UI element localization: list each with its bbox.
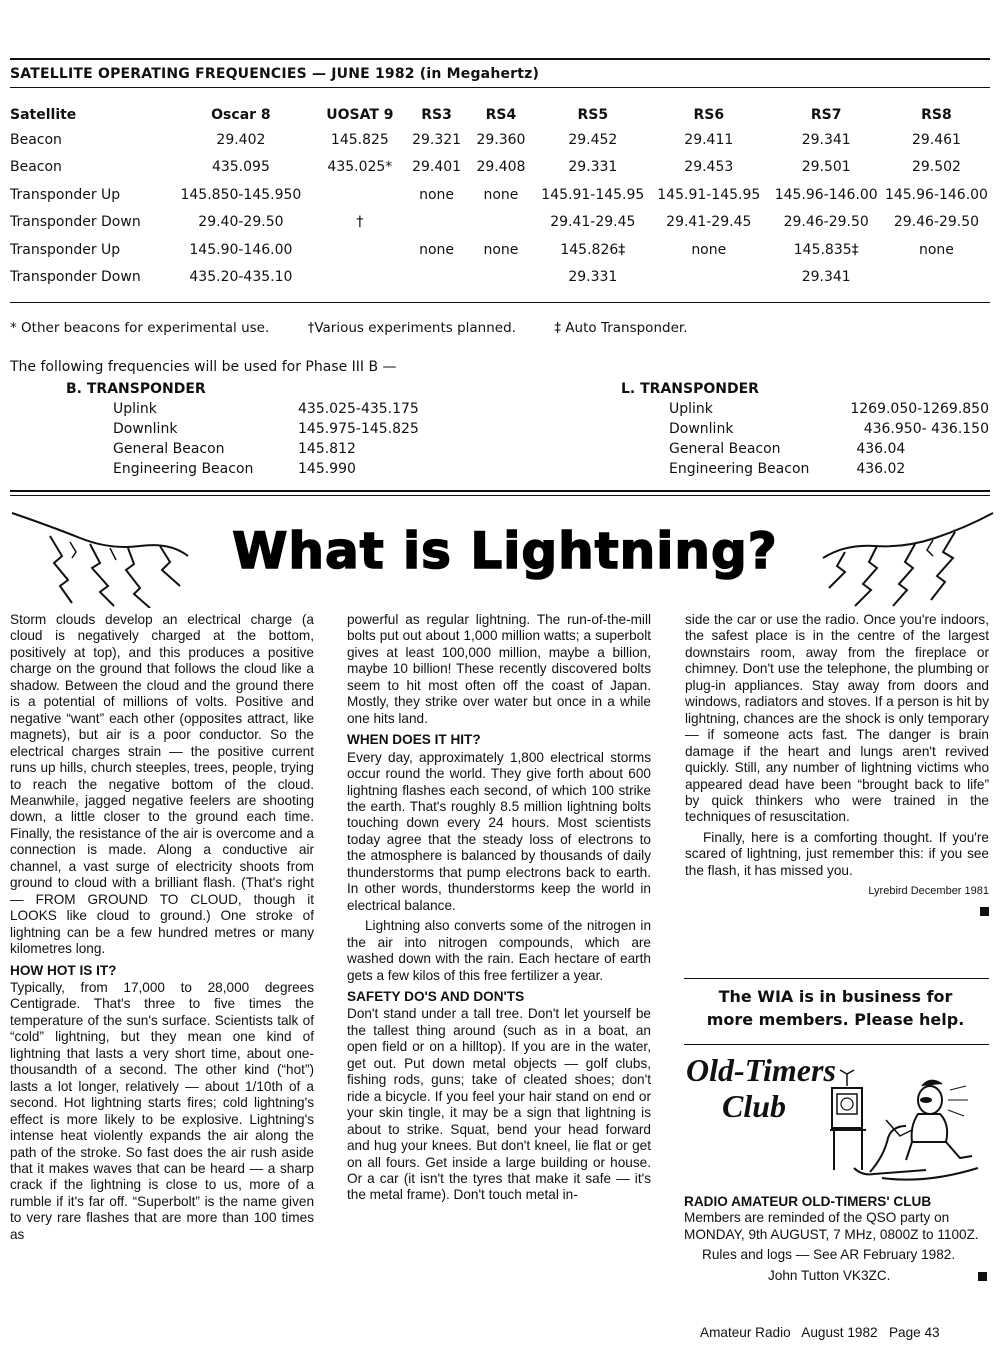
header-rs6: RS6 bbox=[693, 107, 725, 123]
table-cell: 145.975-145.825 bbox=[298, 421, 419, 437]
paragraph: Finally, here is a comforting thought. If you're scared of lightning, just remember this: if you see the flash, it has missed you. bbox=[685, 829, 989, 878]
table-cell: 436.04 bbox=[856, 441, 906, 457]
table-cell: none bbox=[483, 241, 519, 258]
table-row bbox=[113, 399, 428, 419]
table-cell: 29.408 bbox=[476, 159, 526, 176]
table-cell: 29.461 bbox=[911, 131, 961, 148]
table-cell: 29.502 bbox=[911, 159, 961, 176]
table-cell: 436.02 bbox=[856, 461, 906, 477]
header-rs3: RS3 bbox=[421, 107, 452, 123]
table-row bbox=[10, 264, 988, 292]
paragraph: Storm clouds develop an electrical charge (a cloud is negatively charged at the bottom, positively at top), and this produces a positive charge on the ground that follows the cloud like a shadow. Between the cloud and the ground there is a potential of millions of volts. Positive and negative “want” each other (opposites attract, like magnets), but air is a poor conductor. So the electrical charges strain — the positive current runs up hills, church steeples, trees, people, trying to reach the negative bottom of the cloud. Meanwhile, jagged negative feelers are shooting down, a little closer to the ground each time. Finally, the resistance of the air is overcome and a connection is made. Along a conductive air channel, a vast surge of electricity shoots from ground to cloud with a brilliant flash. (That's right — FROM GROUND TO CLOUD, though it LOOKS like cloud to ground.) One stroke of lightning can be a few hundred metres or many kilometres long. bbox=[10, 612, 314, 957]
table-cell: 29.331 bbox=[568, 269, 618, 286]
table-cell: 29.331 bbox=[568, 159, 618, 176]
table-cell: Transponder Down bbox=[10, 269, 141, 286]
table-cell: 145.835‡ bbox=[793, 241, 859, 258]
table-cell: 29.341 bbox=[801, 269, 851, 286]
table-cell: Downlink bbox=[113, 421, 178, 437]
table-cell bbox=[466, 264, 535, 292]
wia-line: The WIA is in business for bbox=[718, 987, 953, 1006]
footer-date: August 1982 bbox=[801, 1325, 878, 1340]
l-transponder-table bbox=[669, 399, 989, 479]
logo-line: Old-Timers bbox=[686, 1052, 836, 1088]
article-column-3 bbox=[685, 612, 989, 920]
table-cell: 29.401 bbox=[412, 159, 462, 176]
table-cell: none bbox=[483, 186, 519, 203]
table-cell: Downlink bbox=[669, 421, 734, 437]
table-cell bbox=[313, 236, 407, 264]
header-rs5: RS5 bbox=[577, 107, 609, 123]
table-cell: 145.91-145.95 bbox=[541, 186, 645, 203]
table-row bbox=[10, 181, 988, 209]
table-cell: 145.812 bbox=[298, 441, 356, 457]
table-row bbox=[669, 439, 989, 459]
page-footer bbox=[700, 1325, 940, 1340]
table-cell: 1269.050-1269.850 bbox=[850, 401, 989, 417]
table-cell: 29.501 bbox=[801, 159, 851, 176]
header-oscar8: Oscar 8 bbox=[211, 107, 271, 123]
paragraph: Every day, approximately 1,800 electrical storms occur round the world. They give forth about 600 lightning flashes each second, of which 100 strike the earth. That's roughly 8.5 million lightning bolts touching down every 24 hours. Most scientists today agree that the steady loss of electrons to the atmosphere is balanced by thousands of daily thunderstorms that pump electrons back to earth. In other words, thunderstorms keep the world in electrical balance. bbox=[347, 749, 651, 913]
table-cell: none bbox=[691, 241, 727, 258]
end-mark bbox=[685, 904, 989, 920]
table-row bbox=[113, 419, 428, 439]
frequency-table bbox=[10, 104, 988, 291]
table-row bbox=[113, 439, 428, 459]
paragraph: side the car or use the radio. Once you're indoors, the safest place is in the centre of the largest downstairs room, away from the fireplace or chimney. Don't use the telephone, the plumbing or plug-in appliances. Stay away from doors and windows, radiators and stoves. If a person is hit by lightning, chances are the shock is only temporary — if someone acts fast. The danger is brain damage if the heart and lungs aren't revived quickly. Still, any number of lightning victims who appeared dead have been “brought back to life” by quick thinkers who were trained in the techniques of resuscitation. bbox=[685, 612, 989, 825]
table-row bbox=[10, 126, 988, 154]
table-cell: 29.46-29.50 bbox=[893, 214, 980, 231]
old-timers-logo bbox=[686, 1052, 836, 1124]
table-cell: 29.360 bbox=[476, 131, 526, 148]
table-cell: Transponder Up bbox=[10, 186, 121, 203]
wia-notice bbox=[684, 985, 987, 1031]
table-cell: 435.095 bbox=[211, 159, 270, 176]
table-cell: 435.20-435.10 bbox=[189, 269, 293, 286]
b-transponder-table bbox=[113, 399, 428, 479]
club-notice-title: RADIO AMATEUR OLD-TIMERS' CLUB bbox=[684, 1194, 932, 1209]
paragraph: Typically, from 17,000 to 28,000 degrees Centigrade. That's three to five times the temperature of the sun's surface. Scientists talk of “cold” lightning, but they mean one kind of lightning that lasts a very short time, about one-thousandth of a second. The other kind (“hot”) lasts a lot longer, relatively — about 1/10th of a second. Hot lightning starts fires; cold lightning's effect is more likely to be explosive. Lightning's intense heat violently expands the air along the path of the stroke. So fast does the air rush aside that it makes waves that can be heard — a sharp crack if the lightning is close to us, more of a rumble if it's far off. “Superbolt” is the name given to very rare flashes that are more than 100 times as bbox=[10, 979, 314, 1242]
table-cell: Transponder Down bbox=[10, 214, 141, 231]
club-signature-row bbox=[684, 1268, 989, 1284]
table-row bbox=[669, 459, 989, 479]
article-headline: What is Lightning? bbox=[232, 522, 778, 580]
footnote: * Other beacons for experimental use. bbox=[10, 320, 270, 336]
end-square-icon bbox=[978, 1272, 987, 1281]
table-cell: Engineering Beacon bbox=[113, 461, 254, 477]
table-cell: 29.452 bbox=[568, 131, 618, 148]
table-cell: 29.453 bbox=[684, 159, 734, 176]
paragraph: powerful as regular lightning. The run-of-the-mill bolts put out about 1,000 million watts; a superbolt gives at least 100,000 million, maybe a billion, maybe 10 billion! These recently discovered bolts seem to hit most often off the coast of Japan. Mostly, they strike over water but once in a while one hits land. bbox=[347, 612, 651, 726]
wia-line: more members. Please help. bbox=[706, 1010, 965, 1029]
header-satellite: Satellite bbox=[10, 107, 77, 123]
footer-page: Page 43 bbox=[888, 1325, 940, 1340]
article-column-2 bbox=[347, 612, 651, 1208]
top-rule bbox=[10, 58, 990, 60]
table-cell: 29.46-29.50 bbox=[783, 214, 869, 231]
table-row bbox=[10, 209, 988, 237]
table-cell: 29.41-29.45 bbox=[666, 214, 752, 231]
table-cell: 145.825 bbox=[330, 131, 389, 148]
table-row bbox=[10, 236, 988, 264]
section-rule bbox=[10, 490, 990, 492]
header-rs8: RS8 bbox=[921, 107, 952, 123]
footnote: ‡ Auto Transponder. bbox=[554, 320, 688, 336]
club-notice-paragraph: Members are reminded of the QSO party on MONDAY, 9th AUGUST, 7 MHz, 0800Z to 1100Z. bbox=[684, 1210, 979, 1242]
table-cell: General Beacon bbox=[113, 441, 225, 457]
club-notice bbox=[684, 1194, 989, 1284]
paragraph: Lightning also converts some of the nitrogen in the air into nitrogen compounds, which are washed down with the rain. Each hectare of earth gets a few kilos of this free fertilizer a year. bbox=[347, 918, 651, 983]
table-cell: 29.321 bbox=[412, 131, 462, 148]
table-cell bbox=[313, 181, 407, 209]
table-cell: Uplink bbox=[113, 401, 157, 417]
phase3b-intro: The following frequencies will be used for Phase III B — bbox=[10, 359, 397, 375]
table-cell bbox=[466, 209, 535, 237]
table-cell: none bbox=[419, 241, 455, 258]
table-cell: 145.990 bbox=[298, 461, 356, 477]
table-header-row bbox=[10, 104, 988, 126]
table-cell: 29.411 bbox=[684, 131, 734, 148]
table-cell bbox=[650, 264, 767, 292]
source-credit: Lyrebird December 1981 bbox=[868, 885, 989, 898]
end-square-icon bbox=[980, 907, 989, 916]
old-timer-radio-operator-icon bbox=[826, 1060, 986, 1185]
table-footnotes bbox=[10, 320, 721, 336]
logo-line: Club bbox=[722, 1088, 787, 1124]
table-cell: 145.96-146.00 bbox=[884, 186, 988, 203]
table-cell: 145.96-146.00 bbox=[774, 186, 878, 203]
club-notice-paragraph: Rules and logs — See AR February 1982. bbox=[702, 1247, 956, 1263]
table-cell: Beacon bbox=[10, 131, 62, 148]
title-rule bbox=[10, 87, 990, 88]
footer-magazine: Amateur Radio bbox=[700, 1325, 791, 1340]
table-cell bbox=[313, 264, 407, 292]
table-cell bbox=[407, 209, 467, 237]
header-rs4: RS4 bbox=[485, 107, 517, 123]
table-cell: none bbox=[419, 186, 455, 203]
table-cell: none bbox=[918, 241, 954, 258]
table-cell: Uplink bbox=[669, 401, 713, 417]
wia-rule-bottom bbox=[684, 1044, 989, 1045]
table-row bbox=[669, 419, 989, 439]
paragraph: Don't stand under a tall tree. Don't let yourself be the tallest thing around (such as in a boat, an open field or on a hilltop). If you are in the water, get out. Put down metal objects — golf clubs, fishing rods, guns; take of cleated shoes; don't ride a bicycle. If you feel your hair stand on end or your skin tingle, it may be a sign that lightning is about to strike. Squat, bend your head forward and hug your knees. But don't kneel, lie flat or get on all fours. Get inside a large building or house. Or a car (it isn't the tyres that make it safe — it's the metal frame). Don't touch metal in- bbox=[347, 1006, 651, 1203]
subheading-how-hot: HOW HOT IS IT? bbox=[10, 962, 117, 978]
table-cell: 435.025* bbox=[327, 159, 393, 176]
subheading-when: WHEN DOES IT HIT? bbox=[347, 732, 481, 748]
table-cell: † bbox=[356, 214, 364, 231]
table-cell: General Beacon bbox=[669, 441, 781, 457]
wia-rule-top bbox=[684, 978, 989, 979]
table-cell: 29.41-29.45 bbox=[550, 214, 636, 231]
lightning-cloud-right-icon bbox=[815, 508, 995, 608]
table-cell: 145.826‡ bbox=[560, 241, 626, 258]
table-row bbox=[10, 154, 988, 182]
club-signature: John Tutton VK3ZC. bbox=[768, 1267, 891, 1283]
table-cell: 145.850-145.950 bbox=[180, 186, 302, 203]
footnote: †Various experiments planned. bbox=[307, 320, 516, 336]
header-rs7: RS7 bbox=[810, 107, 842, 123]
table-cell: Transponder Up bbox=[10, 241, 121, 258]
table-row bbox=[669, 399, 989, 419]
table-cell: 29.402 bbox=[216, 131, 266, 148]
table-cell: Beacon bbox=[10, 159, 62, 176]
table-cell: 145.91-145.95 bbox=[657, 186, 761, 203]
table-cell: 29.40-29.50 bbox=[198, 214, 284, 231]
section-rule-thin bbox=[10, 495, 990, 496]
lightning-cloud-left-icon bbox=[10, 508, 195, 608]
header-uosat9: UOSAT 9 bbox=[326, 107, 394, 123]
subheading-safety: SAFETY DO'S AND DON'TS bbox=[347, 988, 525, 1004]
table-title: SATELLITE OPERATING FREQUENCIES — JUNE 1982 (in Megahertz) bbox=[10, 66, 540, 82]
table-row bbox=[113, 459, 428, 479]
table-cell: 145.90-146.00 bbox=[189, 241, 293, 258]
article-column-1 bbox=[10, 612, 314, 1247]
table-cell: 436.950- 436.150 bbox=[863, 421, 989, 437]
table-cell: 29.341 bbox=[801, 131, 851, 148]
l-transponder-title: L. TRANSPONDER bbox=[621, 381, 759, 397]
table-cell: Engineering Beacon bbox=[669, 461, 810, 477]
table-cell: 435.025-435.175 bbox=[298, 401, 419, 417]
table-cell bbox=[407, 264, 467, 292]
table-bottom-rule bbox=[10, 302, 990, 303]
b-transponder-title: B. TRANSPONDER bbox=[66, 381, 206, 397]
table-cell bbox=[885, 264, 988, 292]
